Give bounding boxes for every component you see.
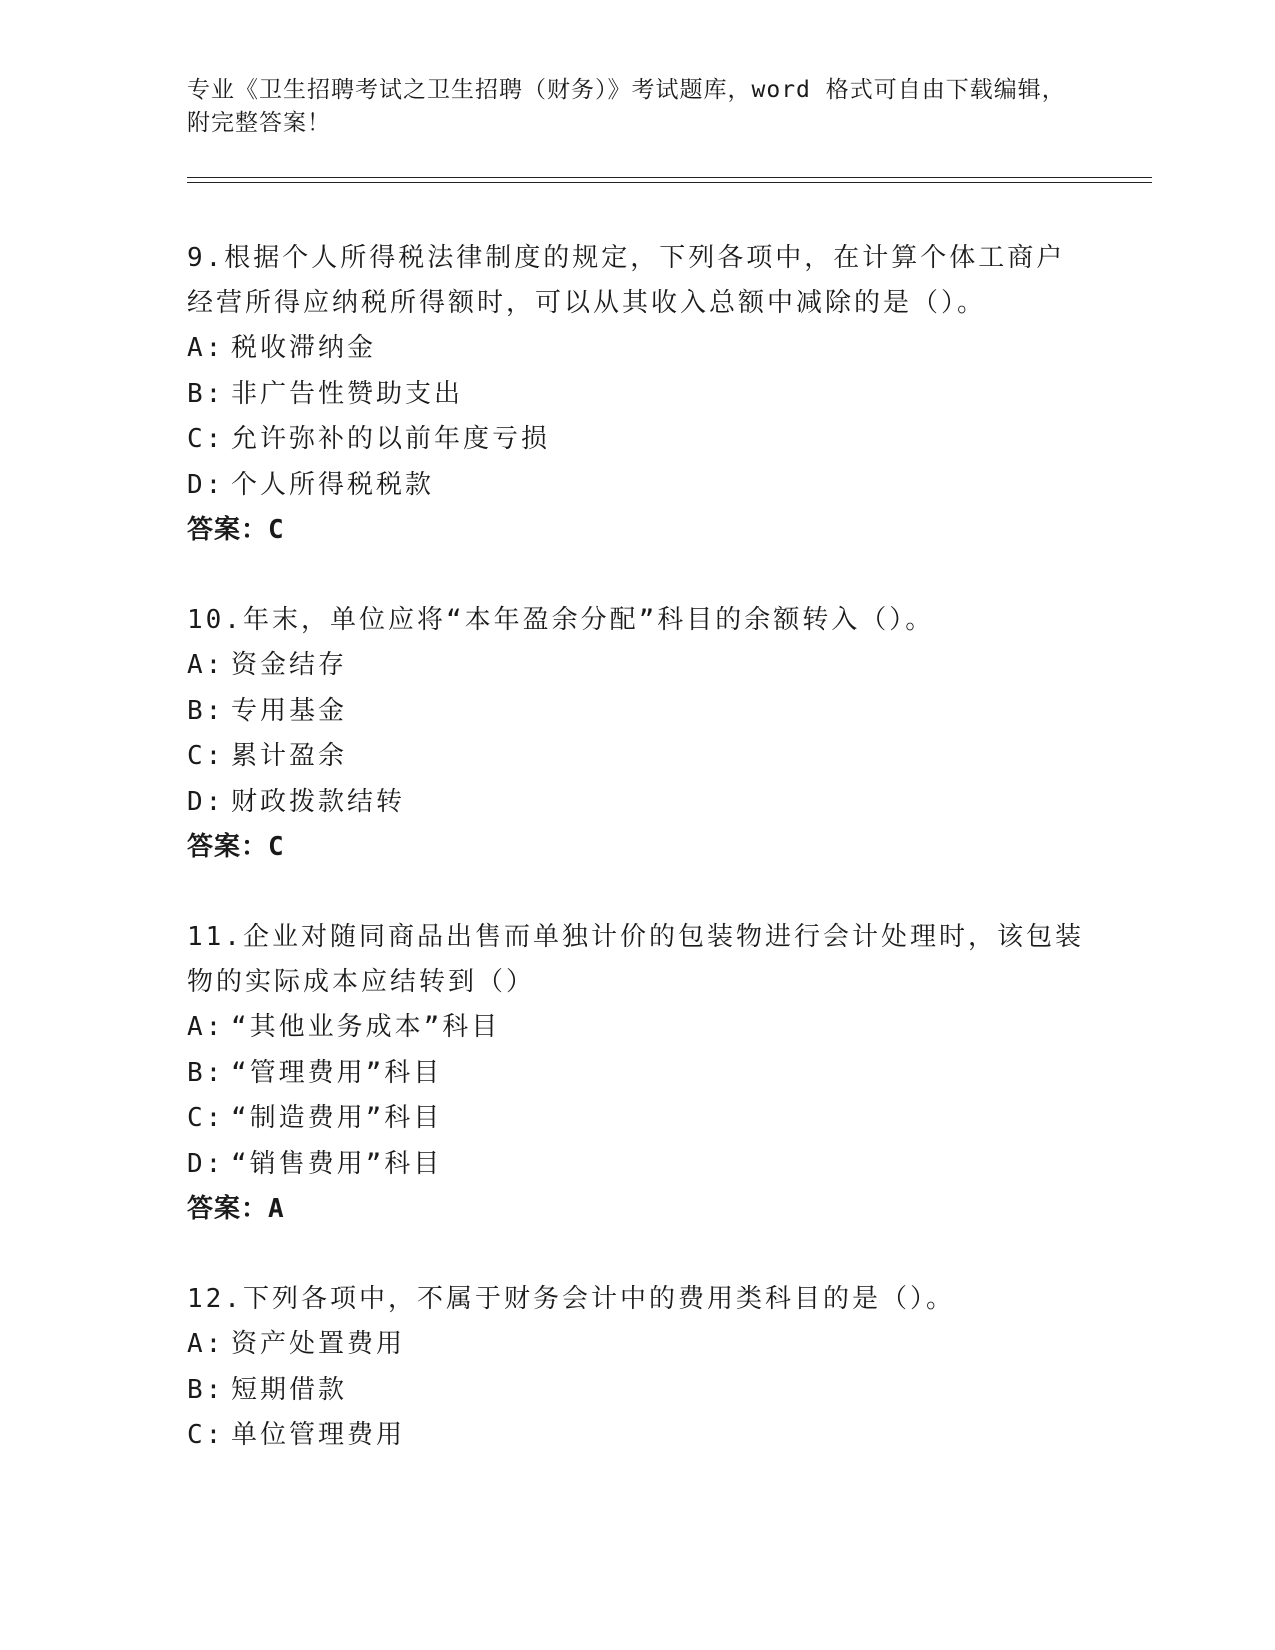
option-a — [187, 1005, 1087, 1051]
option-key: C: — [187, 424, 225, 454]
option-b — [187, 689, 1087, 735]
question-text: 9.根据个人所得税法律制度的规定，下列各项中，在计算个体工商户经营所得应纳税所得额时，可以从其收入总额中减除的是（）。 — [187, 243, 1066, 318]
answer-value: C — [268, 515, 285, 545]
option-key: C: — [187, 741, 225, 771]
answer-label: 答案： — [187, 832, 269, 862]
question-text: 11.企业对随同商品出售而单独计价的包装物进行会计处理时，该包装物的实际成本应结转到（） — [187, 922, 1084, 997]
option-text: 税收滞纳金 — [231, 333, 377, 363]
question-text: 10.年末，单位应将“本年盈余分配”科目的余额转入（）。 — [187, 605, 935, 635]
answer-line — [187, 825, 1087, 870]
option-key: D: — [187, 469, 225, 500]
header-rule-top — [187, 177, 1152, 178]
option-text: 非广告性赞助支出 — [231, 378, 464, 409]
option-key: A: — [187, 1012, 225, 1042]
option-text: 专用基金 — [231, 695, 348, 726]
option-text: 个人所得税税款 — [231, 469, 435, 500]
option-key: A: — [187, 650, 225, 680]
option-b — [187, 1051, 1087, 1097]
option-b — [187, 1368, 1087, 1414]
option-key: A: — [187, 1329, 225, 1359]
option-text: 资金结存 — [231, 650, 348, 680]
option-key: D: — [187, 1148, 225, 1179]
question-text: 12.下列各项中，不属于财务会计中的费用类科目的是（）。 — [187, 1284, 955, 1314]
option-key: B: — [187, 1057, 225, 1088]
answer-value: A — [268, 1194, 285, 1224]
option-key: C: — [187, 1103, 225, 1133]
option-text: 财政拨款结转 — [231, 786, 406, 817]
option-c — [187, 1413, 1087, 1459]
option-key: D: — [187, 786, 225, 817]
answer-line — [187, 508, 1087, 553]
option-key: B: — [187, 378, 225, 409]
option-text: “其他业务成本”科目 — [231, 1012, 501, 1042]
question-list — [187, 236, 1087, 1504]
option-text: “销售费用”科目 — [231, 1148, 443, 1179]
option-c — [187, 417, 1087, 463]
option-d — [187, 1142, 1087, 1188]
document-header: 专业《卫生招聘考试之卫生招聘（财务）》考试题库，word 格式可自由下载编辑，附完整答案！ — [187, 77, 1066, 136]
option-d — [187, 463, 1087, 509]
option-a — [187, 1322, 1087, 1368]
option-b — [187, 372, 1087, 418]
question-item — [187, 236, 1087, 553]
question-item — [187, 915, 1087, 1232]
header-rule-bottom — [187, 182, 1152, 183]
option-key: B: — [187, 695, 225, 726]
option-text: “管理费用”科目 — [231, 1057, 443, 1088]
option-text: 允许弥补的以前年度亏损 — [231, 424, 551, 454]
option-text: 资产处置费用 — [231, 1329, 406, 1359]
option-c — [187, 734, 1087, 780]
answer-line — [187, 1187, 1087, 1232]
answer-label: 答案： — [187, 515, 269, 545]
question-item — [187, 1277, 1087, 1459]
option-a — [187, 643, 1087, 689]
option-c — [187, 1096, 1087, 1142]
answer-label: 答案： — [187, 1194, 269, 1224]
option-key: A: — [187, 333, 225, 363]
option-text: 单位管理费用 — [231, 1420, 406, 1450]
option-key: C: — [187, 1420, 225, 1450]
option-key: B: — [187, 1374, 225, 1405]
option-text: “制造费用”科目 — [231, 1103, 443, 1133]
option-d — [187, 780, 1087, 826]
option-text: 短期借款 — [231, 1374, 348, 1405]
option-text: 累计盈余 — [231, 741, 348, 771]
option-a — [187, 326, 1087, 372]
question-item — [187, 598, 1087, 870]
answer-value: C — [268, 832, 285, 862]
